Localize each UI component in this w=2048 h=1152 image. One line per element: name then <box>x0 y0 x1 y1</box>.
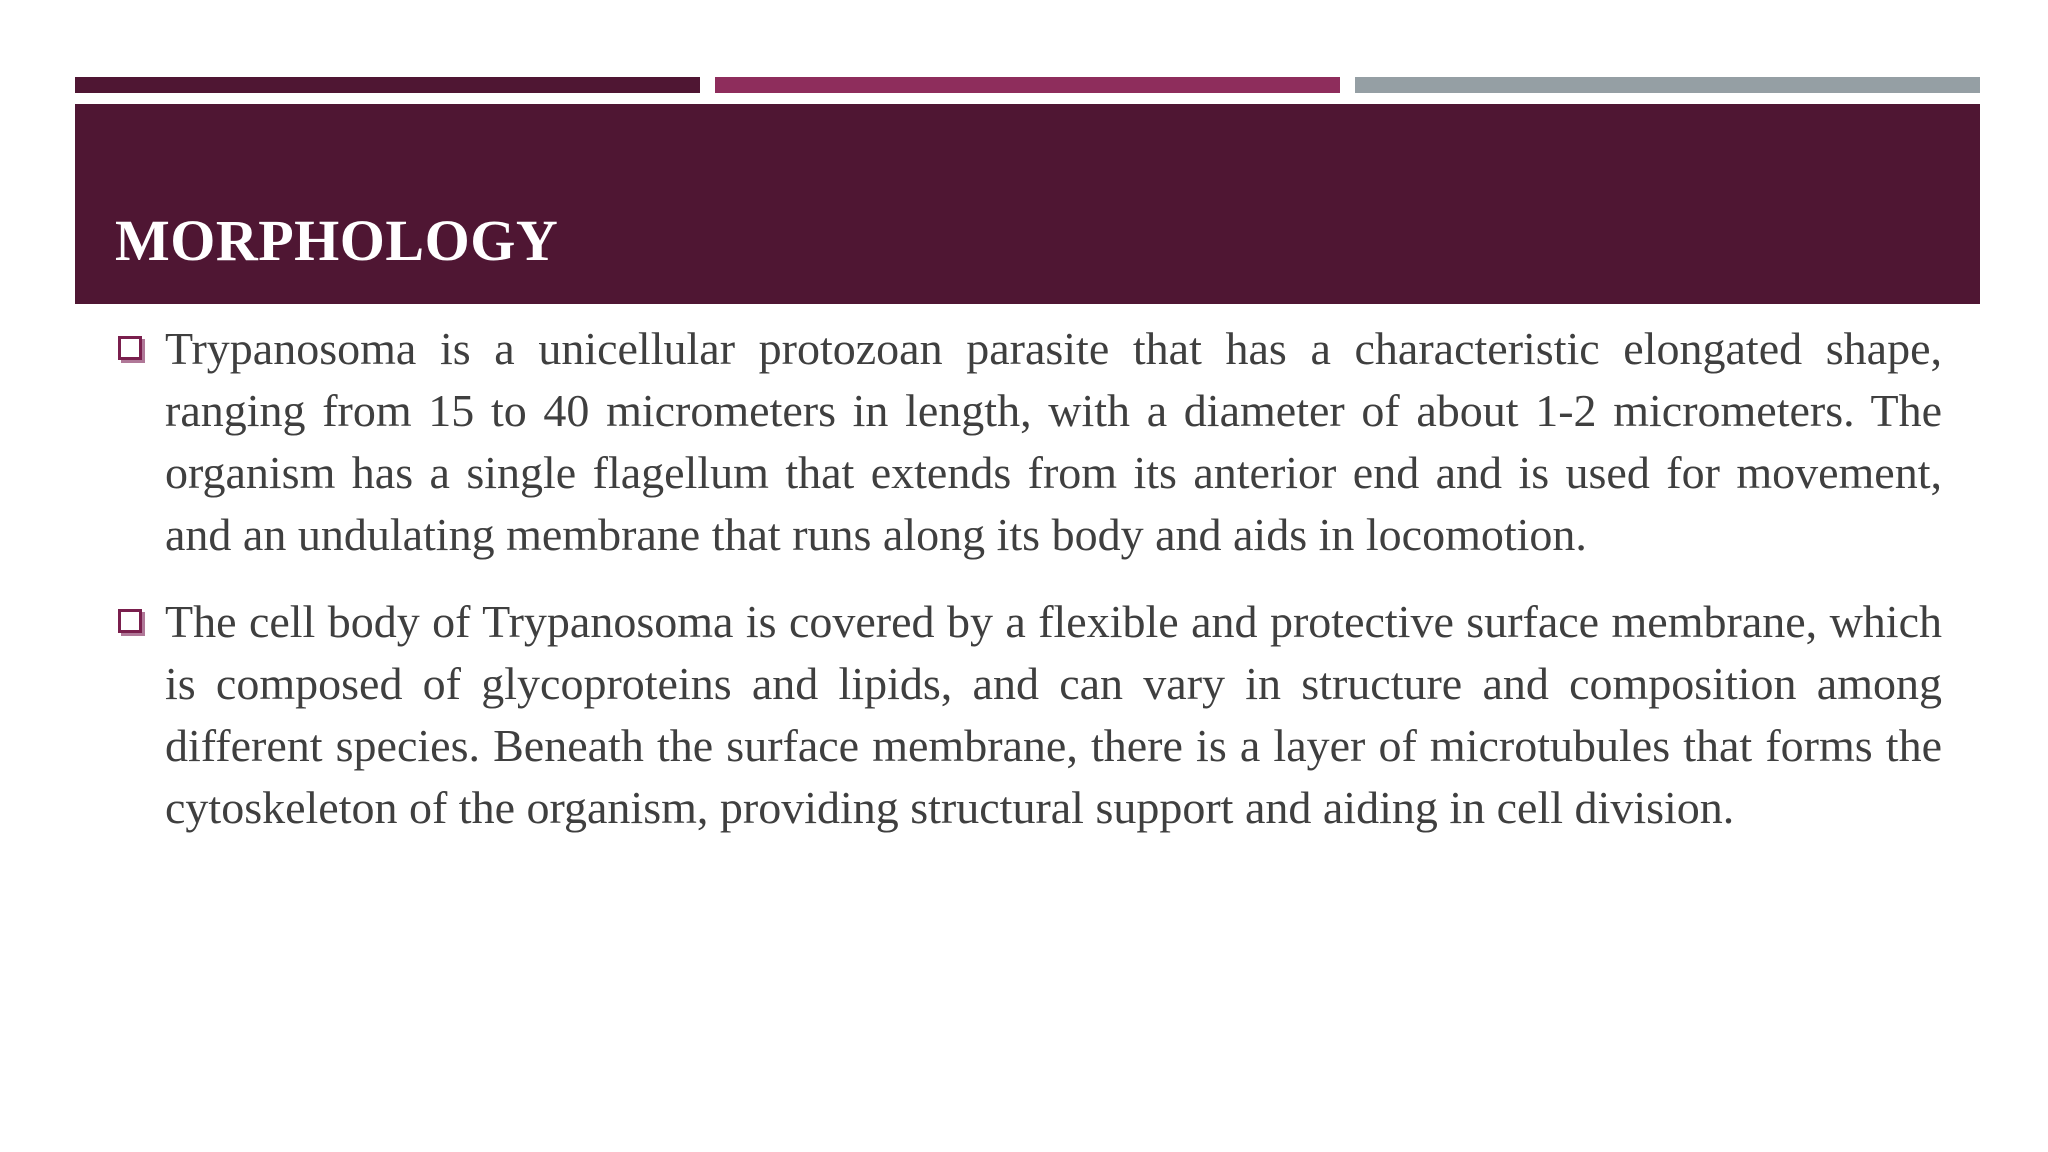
accent-bar-dark <box>75 77 700 93</box>
accent-bar-gray <box>1355 77 1980 93</box>
accent-bar-magenta <box>715 77 1340 93</box>
checkbox-square-icon <box>118 336 142 360</box>
checkbox-square-icon <box>118 609 142 633</box>
bullet-item <box>116 318 1942 566</box>
title-band <box>75 104 1980 304</box>
slide-title: MORPHOLOGY <box>115 208 559 273</box>
bullet-item <box>116 591 1942 839</box>
bullet-text: The cell body of Trypanosoma is covered by a flexible and protective surface membrane, which is composed of glycoproteins and lipids, and can vary in structure and composition among different species. Beneath the surface membrane, there is a layer of microtubules that forms the cytoskeleton of the organism, providing structural support and aiding in cell division. <box>165 596 1942 833</box>
bullet-text: Trypanosoma is a unicellular protozoan parasite that has a characteristic elongated shape, ranging from 15 to 40 micrometers in length, with a diameter of about 1-2 micrometers. The organism has a single flagellum that extends from its anterior end and is used for movement, and an undulating membrane that runs along its body and aids in locomotion. <box>165 323 1942 560</box>
bullet-list <box>116 318 1942 839</box>
